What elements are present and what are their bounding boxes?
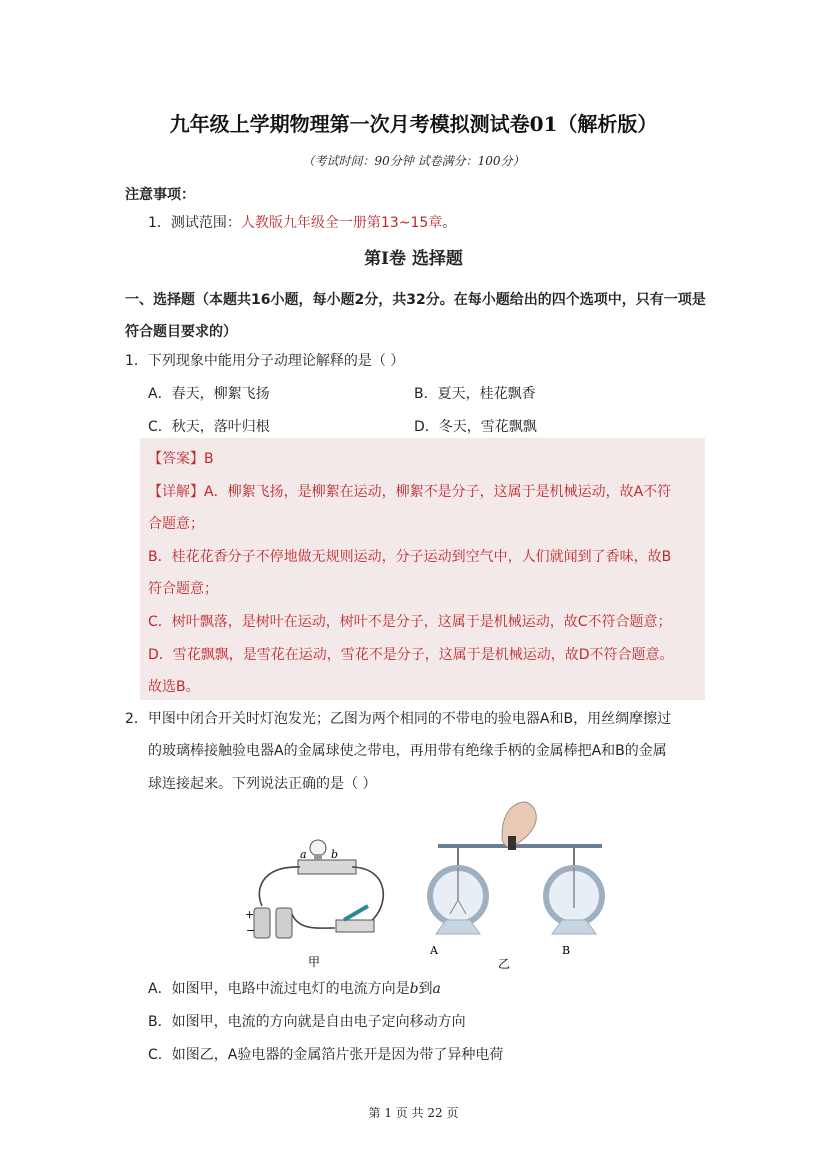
- insulating-handle: [508, 836, 516, 850]
- positive-terminal-label: +: [245, 908, 255, 921]
- battery-icon: [254, 908, 270, 938]
- circuit-electroscope-figure: [240, 796, 610, 972]
- exam-info: （考试时间：90分钟 试卷满分：100分）: [302, 154, 525, 168]
- terminal-a-label: a: [300, 848, 307, 861]
- page-title: 九年级上学期物理第一次月考模拟测试卷01（解析版）: [169, 112, 658, 136]
- explanation-line: D．雪花飘飘，是雪花在运动，雪花不是分子，这属于是机械运动，故D不符合题意。: [148, 647, 674, 663]
- question-2-stem: 球连接起来。下列说法正确的是（ ）: [148, 776, 377, 792]
- question-2-option-c: C．如图乙，A验电器的金属箔片张开是因为带了异种电荷: [148, 1047, 504, 1063]
- notes-item: [148, 212, 456, 232]
- question-2-option-b: B．如图甲，电流的方向就是自由电子定向移动方向: [148, 1014, 466, 1030]
- figure-jia-label: 甲: [308, 955, 321, 969]
- question-2-option-a: [148, 978, 441, 998]
- bulb-icon: [310, 840, 326, 856]
- option-a-var-b: b: [409, 981, 419, 997]
- explanation-line: 【详解】A．柳絮飞扬，是柳絮在运动，柳絮不是分子，这属于是机械运动，故A不符: [148, 484, 672, 500]
- electroscope-a-label: A: [430, 944, 438, 957]
- notes-item-suffix: 。: [442, 215, 457, 231]
- terminal-b-label: b: [331, 848, 339, 861]
- explanation-line: 故选B。: [148, 679, 200, 695]
- option-a-text: A．如图甲，电路中流过电灯的电流方向是: [148, 981, 410, 997]
- volume-title: 第Ⅰ卷 选择题: [364, 249, 463, 269]
- explanation-line: 符合题意；: [148, 581, 218, 597]
- question-1-stem: 1．下列现象中能用分子动理论解释的是（ ）: [125, 353, 405, 369]
- battery-icon: [276, 908, 292, 938]
- explanation-line: B．桂花花香分子不停地做无规则运动，分子运动到空气中，人们就闻到了香味，故B: [148, 549, 672, 565]
- hand-icon: [502, 802, 536, 848]
- notes-heading: 注意事项：: [125, 187, 195, 203]
- option-a-var-a: a: [432, 981, 441, 997]
- electroscope-b-label: B: [562, 944, 571, 957]
- option-a-mid: 到: [418, 981, 433, 997]
- wire: [290, 908, 335, 928]
- question-1-option-b: B．夏天，桂花飘香: [414, 386, 536, 402]
- figure-yi-label: 乙: [498, 957, 511, 971]
- switch-base: [336, 920, 374, 932]
- question-2-stem: 的玻璃棒接触验电器A的金属球使之带电，再用带有绝缘手柄的金属棒把A和B的金属: [148, 743, 667, 759]
- switch-lever-icon: [344, 906, 368, 920]
- question-1-option-c: C．秋天，落叶归根: [148, 419, 270, 435]
- circuit-diagram: [245, 840, 383, 969]
- negative-terminal-label: −: [246, 924, 256, 937]
- electroscopes-diagram: [429, 802, 602, 971]
- page-footer: 第 1 页 共 22 页: [368, 1106, 459, 1120]
- question-1-option-d: D．冬天，雪花飘飘: [414, 419, 537, 435]
- wire: [259, 867, 300, 906]
- explanation-line: C．树叶飘落，是树叶在运动，树叶不是分子，这属于是机械运动，故C不符合题意；: [148, 614, 672, 630]
- question-2-stem: 2．甲图中闭合开关时灯泡发光；乙图为两个相同的不带电的验电器A和B，用丝绸摩擦过: [125, 711, 672, 727]
- question-1-option-a: A．春天，柳絮飞扬: [148, 386, 270, 402]
- section-heading: 一、选择题（本题共16小题，每小题2分，共32分。在每小题给出的四个选项中，只有一项是符合题目要求的）: [125, 292, 706, 340]
- explanation-line: 合题意；: [148, 516, 204, 532]
- lamp-base: [298, 860, 356, 874]
- notes-item-scope: 人教版九年级全一册第13~15章: [240, 215, 443, 231]
- notes-item-prefix: 1．测试范围：: [148, 215, 241, 231]
- answer-label: 【答案】B: [148, 451, 214, 467]
- bulb-socket: [314, 854, 322, 860]
